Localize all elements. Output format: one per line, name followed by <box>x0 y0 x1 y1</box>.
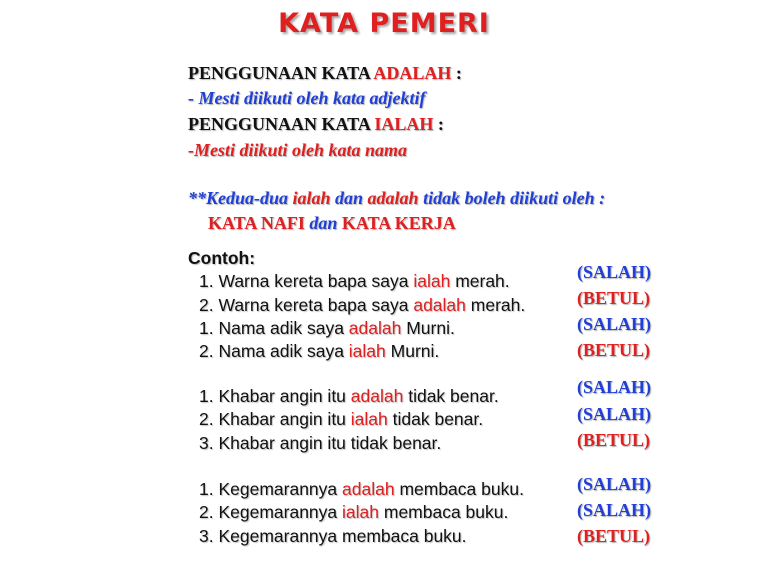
example-text-end: tidak benar. <box>403 386 499 406</box>
note-adalah: adalah <box>367 188 419 208</box>
example-text: 2. Khabar angin itu <box>199 409 351 429</box>
betul-badge: (BETUL) <box>577 340 651 360</box>
example-sentence <box>199 526 467 547</box>
note-ialah: ialah <box>292 188 331 208</box>
rule-ialah-heading <box>188 114 444 135</box>
salah-badge: (SALAH) <box>577 314 652 334</box>
example-sentence <box>199 271 510 292</box>
note-kata-kerja: KATA KERJA <box>341 213 456 233</box>
example-highlight: ialah <box>350 409 388 429</box>
example-text-end: merah. <box>450 271 510 291</box>
example-sentence <box>199 479 524 500</box>
contoh-label: Contoh: <box>188 248 256 268</box>
rule-ialah-desc: -Mesti diikuti oleh kata nama <box>188 140 408 160</box>
example-highlight: ialah <box>342 502 379 522</box>
note-subline <box>208 213 456 234</box>
rule-adalah-suffix: : <box>451 63 462 83</box>
example-text: 1. Nama adik saya <box>199 318 349 338</box>
salah-badge: (SALAH) <box>577 404 652 424</box>
example-highlight: ialah <box>413 271 451 291</box>
rule-adalah-desc: - Mesti diikuti oleh kata adjektif <box>188 88 426 108</box>
example-highlight: adalah <box>350 386 404 406</box>
rule-ialah-suffix: : <box>433 114 444 134</box>
example-sentence <box>199 341 439 362</box>
example-text: 1. Warna kereta bapa saya <box>199 271 414 291</box>
example-highlight: adalah <box>342 479 395 499</box>
example-text: 2. Kegemarannya <box>199 502 343 522</box>
example-text: 3. Khabar angin itu tidak benar. <box>199 433 442 453</box>
note-part-1: **Kedua-dua <box>188 188 293 208</box>
betul-badge: (BETUL) <box>577 526 651 546</box>
page-title: KATA PEMERI <box>278 8 490 39</box>
salah-badge: (SALAH) <box>577 500 652 520</box>
example-text-end: membaca buku. <box>379 502 509 522</box>
salah-badge: (SALAH) <box>577 262 652 282</box>
example-sentence <box>199 433 441 454</box>
example-text-end: membaca buku. <box>394 479 524 499</box>
example-sentence <box>199 386 499 407</box>
example-sentence <box>199 502 508 523</box>
example-text: 1. Khabar angin itu <box>199 386 351 406</box>
example-highlight: adalah <box>348 318 402 338</box>
betul-badge: (BETUL) <box>577 430 651 450</box>
salah-badge: (SALAH) <box>577 474 652 494</box>
example-highlight: ialah <box>348 341 386 361</box>
note-line <box>188 188 605 209</box>
example-sentence <box>199 318 455 339</box>
note-part-5: tidak boleh diikuti oleh : <box>418 188 606 208</box>
salah-badge: (SALAH) <box>577 377 652 397</box>
note-part-3: dan <box>330 188 368 208</box>
betul-badge: (BETUL) <box>577 288 651 308</box>
rule-adalah-word: ADALAH <box>373 63 452 83</box>
example-highlight: adalah <box>413 295 466 315</box>
example-text-end: Murni. <box>385 341 440 361</box>
rule-adalah-prefix: PENGGUNAAN KATA <box>188 63 374 83</box>
example-text: 1. Kegemarannya <box>199 479 343 499</box>
example-sentence <box>199 409 483 430</box>
example-text: 3. Kegemarannya membaca buku. <box>199 526 467 546</box>
example-text-end: merah. <box>465 295 526 315</box>
rule-ialah-word: IALAH <box>374 114 434 134</box>
rule-ialah-prefix: PENGGUNAAN KATA <box>188 114 375 134</box>
example-text-end: Murni. <box>401 318 455 338</box>
example-text: 2. Nama adik saya <box>199 341 349 361</box>
example-text: 2. Warna kereta bapa saya <box>199 295 414 315</box>
note-kata-nafi: KATA NAFI <box>208 213 305 233</box>
note-dan: dan <box>304 213 342 233</box>
example-text-end: tidak benar. <box>387 409 484 429</box>
rule-adalah-heading <box>188 63 462 84</box>
example-sentence <box>199 295 525 316</box>
